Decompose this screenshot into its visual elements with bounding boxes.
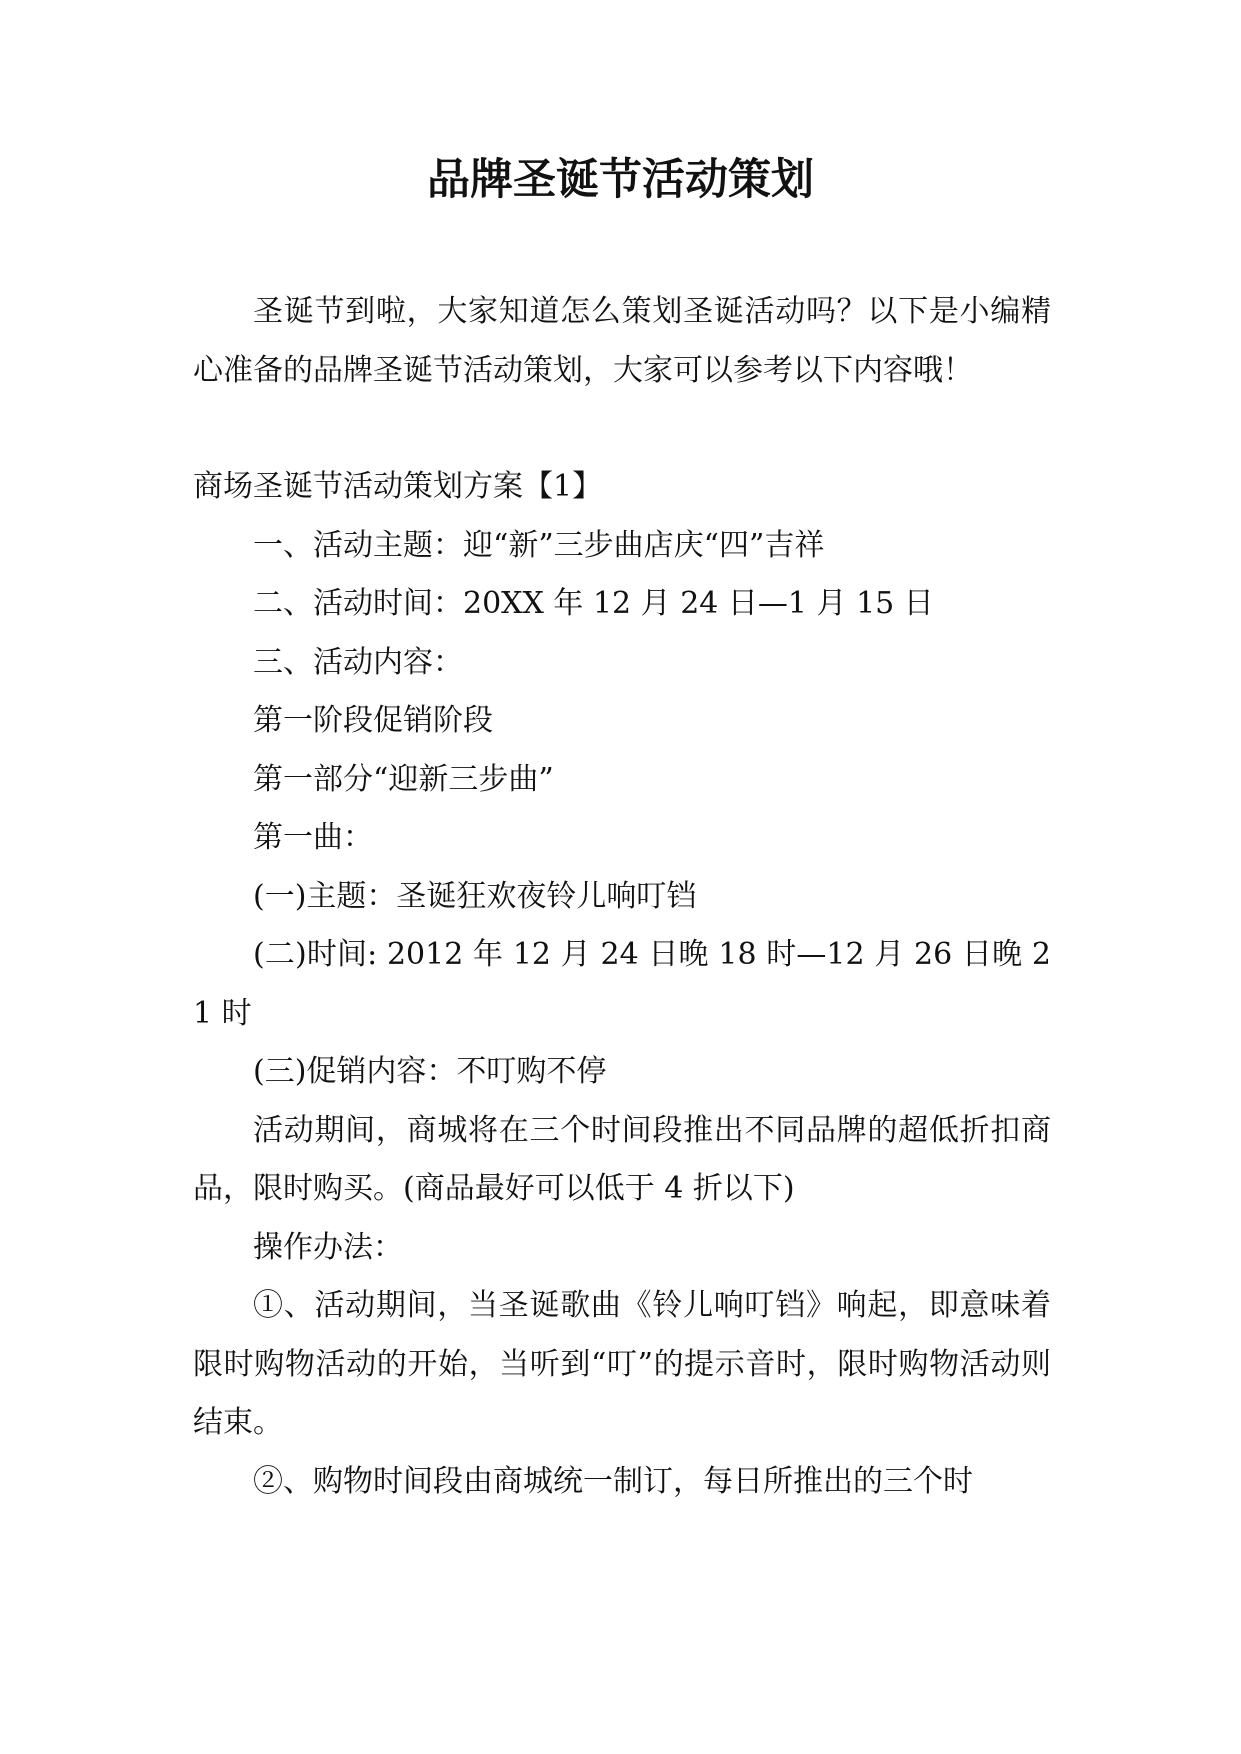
paragraph: 第一阶段促销阶段: [253, 703, 493, 738]
paragraph: 操作办法：: [253, 1229, 403, 1265]
section-heading: 商场圣诞节活动策划方案【1】: [193, 469, 603, 504]
paragraph: 第一曲：: [253, 820, 373, 855]
paragraph: (二)时间: 2012 年 12 月 24 日晚 18 时—12 月 26 日晚 21 时: [193, 937, 1051, 1031]
paragraph: 一、活动主题：迎“新”三步曲店庆“四”吉祥: [253, 527, 825, 563]
paragraph: (三)促销内容：不叮购不停: [253, 1054, 607, 1089]
document-body: [193, 283, 1051, 1511]
paragraph: ①、活动期间，当圣诞歌曲《铃儿响叮铛》响起，即意味着限时购物活动的开始，当听到“叮”的提示音时，限时购物活动则结束。: [193, 1288, 1051, 1440]
intro-paragraph: 圣诞节到啦，大家知道怎么策划圣诞活动吗？以下是小编精心准备的品牌圣诞节活动策划，大家可以参考以下内容哦！: [193, 294, 1051, 388]
paragraph: ②、购物时间段由商城统一制订，每日所推出的三个时: [253, 1463, 973, 1499]
paragraph: (一)主题：圣诞狂欢夜铃儿响叮铛: [253, 878, 697, 914]
paragraph: 二、活动时间：20XX 年 12 月 24 日—1 月 15 日: [253, 586, 934, 621]
paragraph: 活动期间，商城将在三个时间段推出不同品牌的超低折扣商品，限时购买。(商品最好可以低于 4 折以下): [193, 1112, 1051, 1206]
document-title: 品牌圣诞节活动策划: [427, 155, 814, 205]
paragraph: 三、活动内容：: [253, 644, 463, 680]
paragraph: 第一部分“迎新三步曲”: [253, 761, 554, 797]
